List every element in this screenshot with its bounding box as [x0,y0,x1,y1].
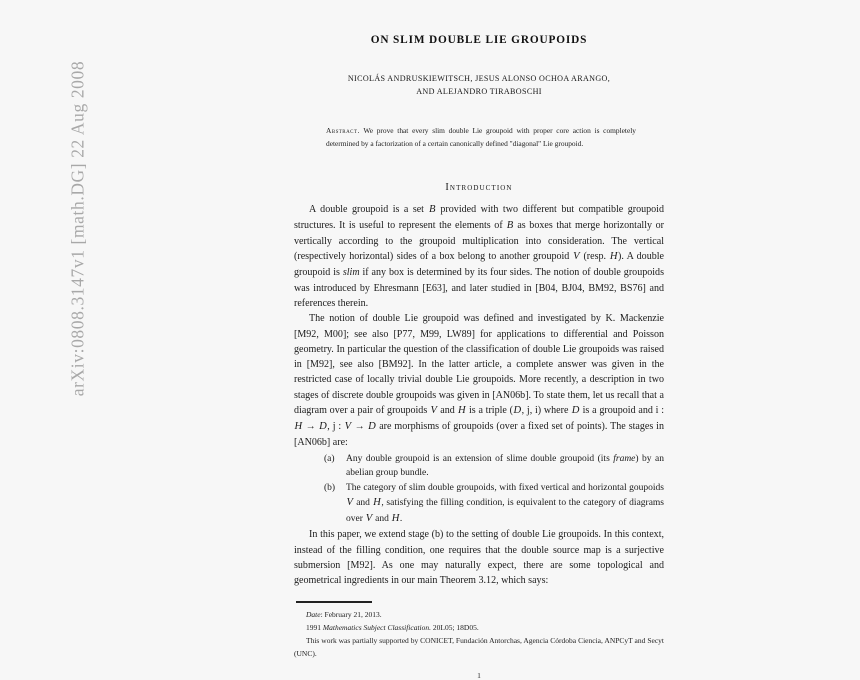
footnote-msc-codes: 20L05; 18D05. [431,622,479,632]
math-symbol-D: D [368,421,376,433]
paragraph-3: In this paper, we extend stage (b) to the setting of double Lie groupoids. In this context, instead of the filling condition, one requires that the double source map is a surjective submersion [M92]. As one may naturally expect, there are some topological and geometrical ingredients in our main Theorem 3.12, which says: [294,529,664,587]
author-list [294,72,664,98]
footnote-date-value: : February 21, 2013. [320,609,382,619]
item-b-seg-e: . [399,514,403,525]
math-symbol-D: D [513,405,522,417]
paragraph-2 [294,311,664,450]
p2-seg-i: are morphisms of groupoids (over a fixed set of points). The stages in [AN06b] are: [294,421,665,449]
p1-seg-e: ). A double groupoid is [294,251,665,279]
math-symbol-V: V [430,405,437,417]
item-b-seg-d: and [372,514,392,525]
math-symbol-H: H [458,405,466,417]
p2-seg-a: The notion of double Lie groupoid was defined and investigated by K. Mackenzie [M92, M00]; see also [P77, M99, LW89] for applications to differential and Poisson geometry. In particular the question of the classification of double Lie groupoids was raised in [M92], see also [BM92]. In the latter article, a complete answer was given in the restricted case of locally trivial double Lie groupoids. More recently, a description in two stages of discrete double groupoids was given in [AN06b]. To state them, let us recall that a diagram over a pair of groupoids [294,313,664,417]
p1-seg-c: as boxes that merge horizontally or vertically according to the groupoid multiplication into consideration. The vertical (respectively horizontal) sides of a box belong to another groupoid [294,219,664,263]
page-number: 1 [477,671,481,680]
footnote-msc-year: 1991 [306,622,323,632]
abstract-label: Abstract. [326,126,360,136]
item-a-seg-a: Any double groupoid is an extension of slime double groupoid (its [346,453,614,464]
p1-seg-f: if any box is determined by its four sides. The notion of double groupoids was introduced by Ehresmann [E63], and later studied in [B04, BJ04, BM92, BS76] and references therein. [294,267,664,309]
list-item-b-text [346,481,664,527]
p2-seg-d: , j, i) where [521,405,572,417]
item-a-seg-b: ) by an abelian group bundle. [346,453,664,478]
footnote-msc-label: Mathematics Subject Classification. [322,622,431,632]
math-symbol-B: B [428,203,436,215]
math-symbol-H: H [373,497,381,509]
math-symbol-V: V [365,513,373,525]
footnote-funding: This work was partially supported by CONICET, Fundación Antorchas, Agencia Córdoba Ciencia, ANPCyT and Secyt (UNC). [294,635,664,659]
abstract-text: We prove that every slim double Lie groupoid with proper core action is completely determined by a factorization of a certain canonically defined "diagonal" Lie groupoid. [326,126,637,149]
footnote-date-label: Date [306,609,321,619]
math-symbol-H: H [391,513,400,525]
list-marker-a: (a) [324,453,335,464]
enumerated-list [294,452,664,528]
p2-seg-b: and [437,405,458,417]
arxiv-identifier-stamp: arXiv:0808.3147v1 [math.DG] 22 Aug 2008 [67,60,88,397]
list-marker-b: (b) [324,483,336,494]
p1-seg-a: A double groupoid is a set [309,203,429,215]
math-symbol-V: V [346,497,353,509]
math-symbol-B: B [506,219,514,231]
section-heading-introduction: Introduction [445,181,513,193]
abstract-block [326,124,636,150]
math-symbol-D: D [319,421,327,433]
p2-seg-c: is a triple ( [466,405,513,417]
author-line-2: AND ALEJANDRO TIRABOSCHI [416,87,542,97]
math-symbol-V: V [573,251,580,263]
p2-seg-f: → [302,421,319,433]
item-b-seg-a: The category of slim double groupoids, with fixed vertical and horizontal goupoids [346,483,664,494]
footnote-msc [294,621,664,634]
item-b-seg-b: and [353,498,373,509]
body-text [294,202,664,589]
math-symbol-D: D [571,405,580,417]
footnote-block [294,608,664,660]
p1-seg-d: (resp. [580,251,610,263]
author-line-1: NICOLÁS ANDRUSKIEWITSCH, JESUS ALONSO OCHOA ARANGO, [347,74,611,83]
p2-seg-h: → [351,421,368,433]
paper-page [294,0,665,680]
p2-seg-g: , j : [327,421,345,433]
math-symbol-H: H [294,421,303,433]
paragraph-1 [294,202,664,312]
p1-seg-b: provided with two different but compatible groupoid structures. It is useful to represent the elements of [294,203,665,231]
list-item-a-text [346,452,664,481]
list-item [324,452,664,481]
list-item [324,481,664,527]
footnote-date [294,608,664,621]
emphasis-slim: slim [342,267,360,279]
math-symbol-V: V [344,421,352,433]
item-b-seg-c: , satisfying the filling condition, is equivalent to the category of diagrams over [346,498,665,525]
footnote-separator-rule [296,601,372,602]
emphasis-frame: frame [613,453,636,464]
p2-seg-e: is a groupoid and i : [579,405,664,417]
page-title: ON SLIM DOUBLE LIE GROUPOIDS [370,34,588,46]
math-symbol-H: H [609,251,618,263]
